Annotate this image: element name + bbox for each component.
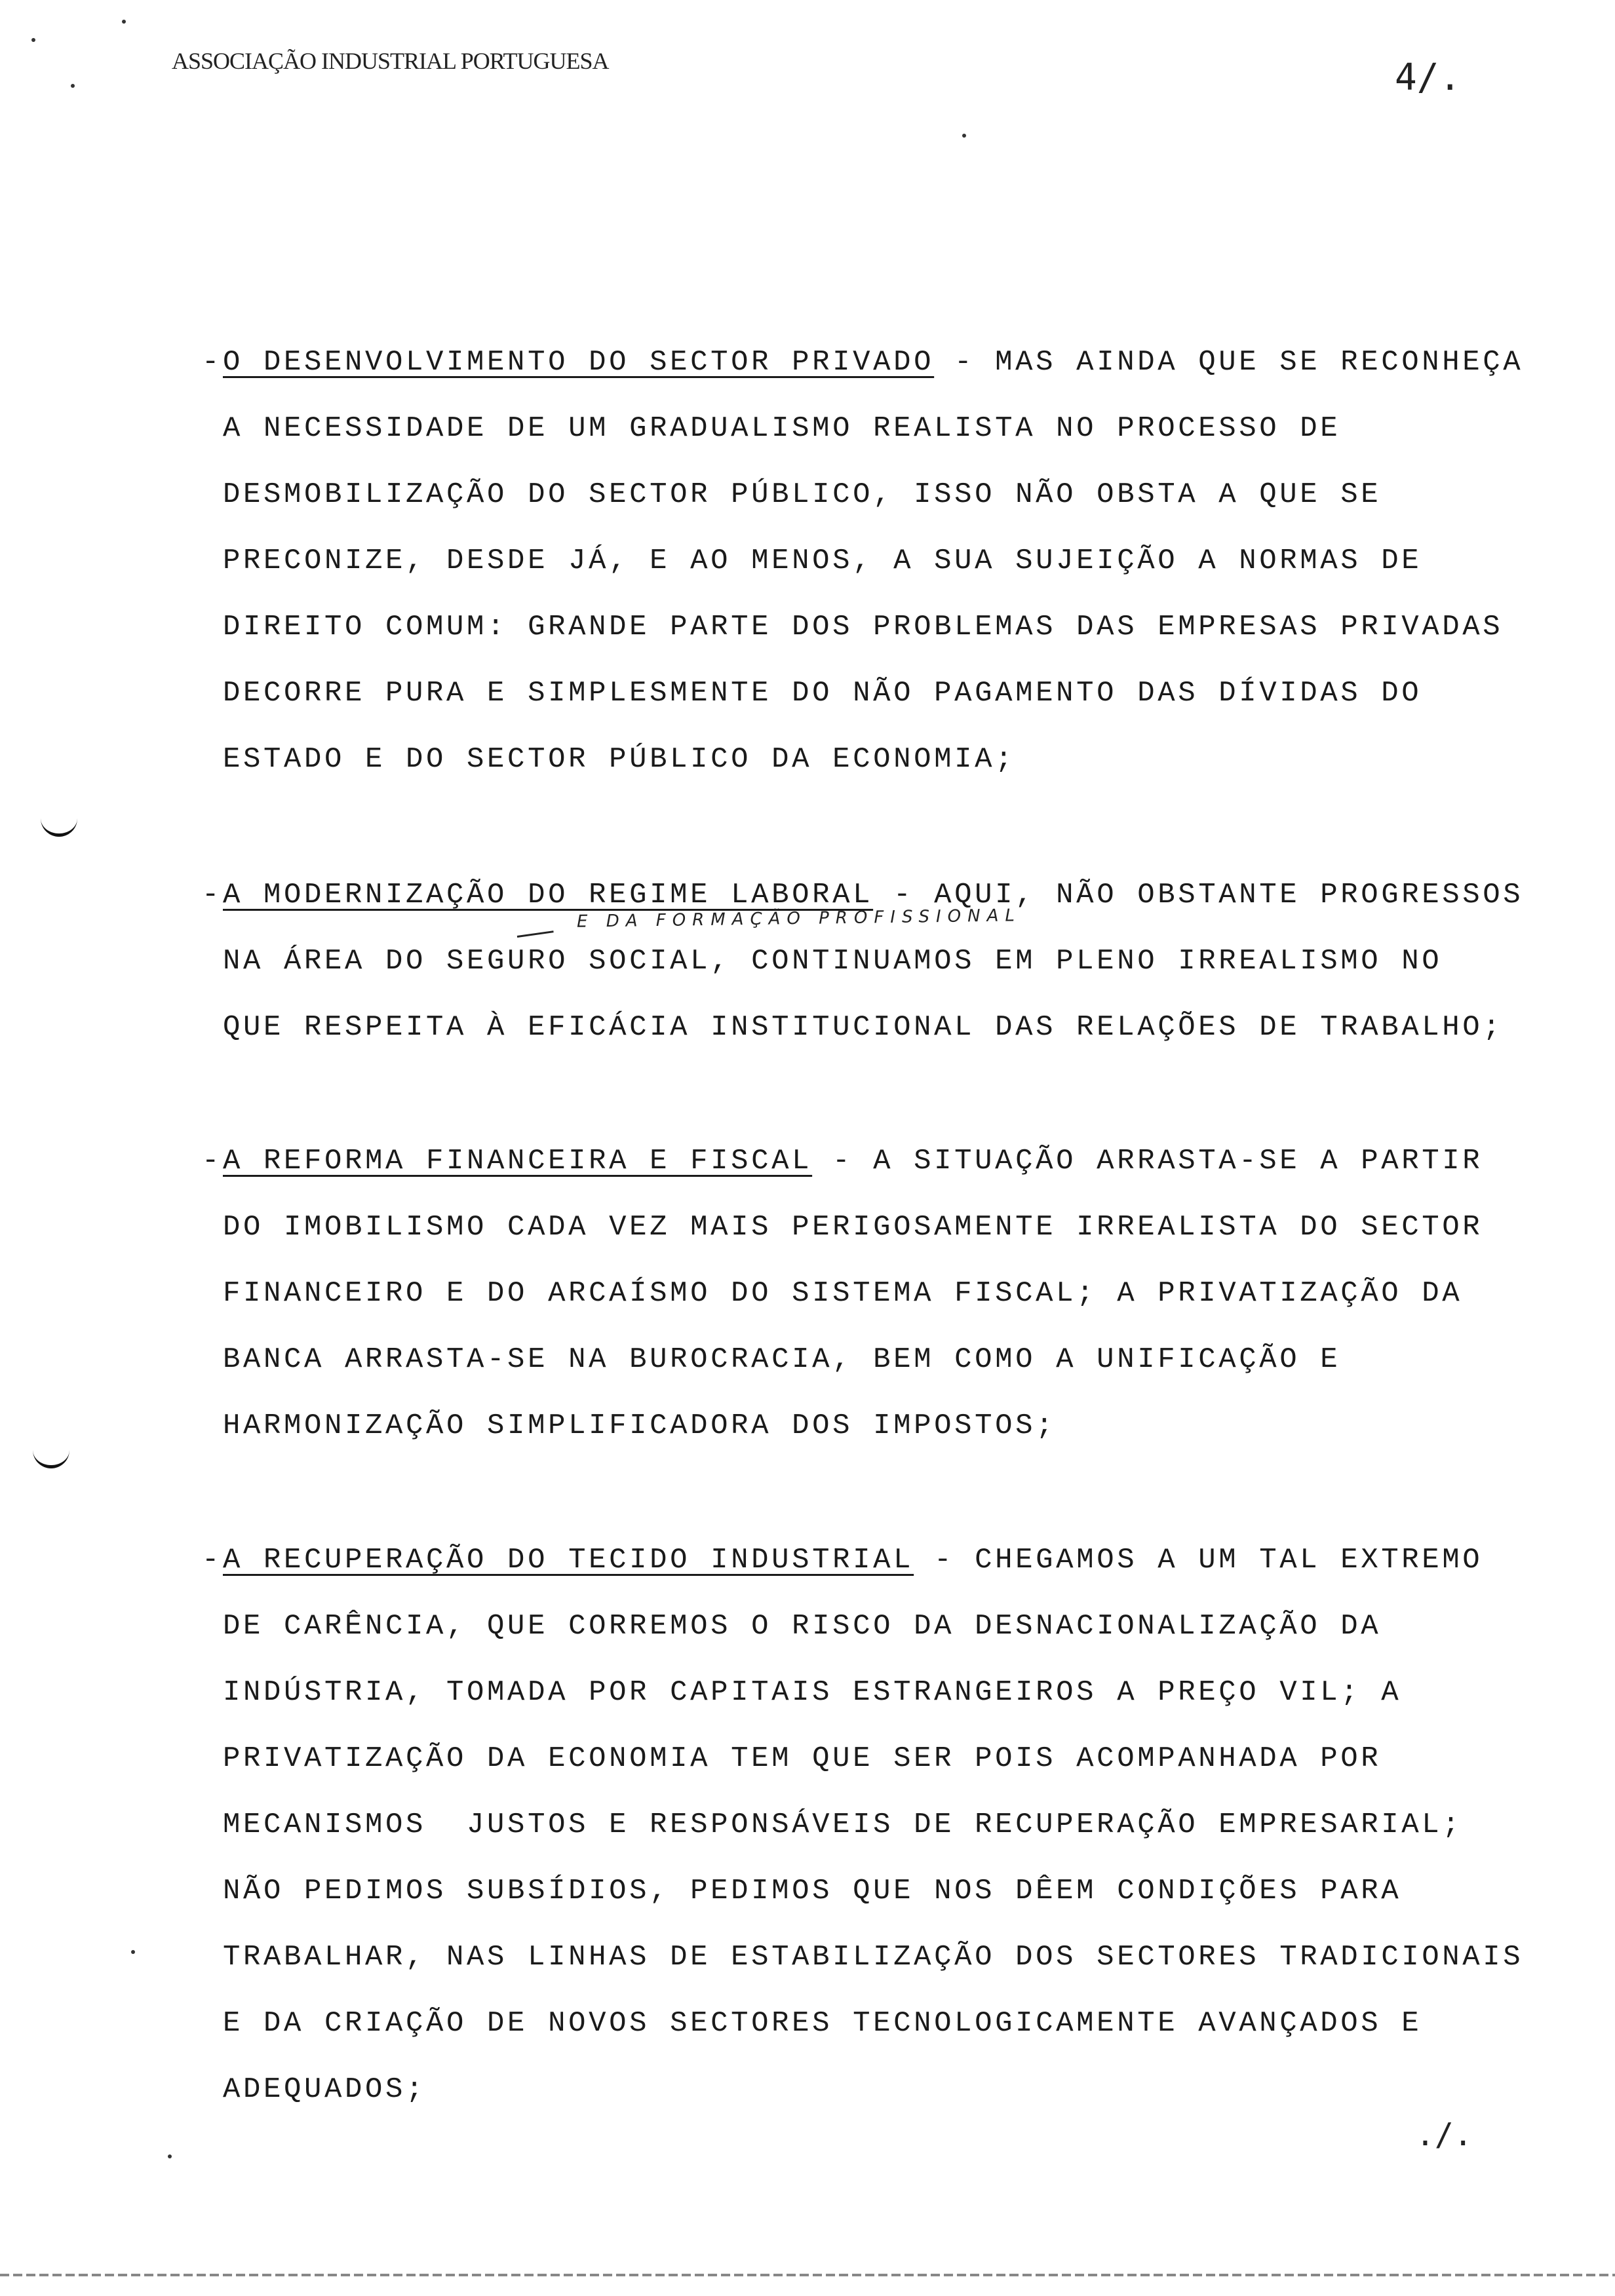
- item-line: DECORRE PURA E SIMPLESMENTE DO NÃO PAGAMENTO DAS DÍVIDAS DO: [223, 677, 1422, 710]
- scan-speck: [962, 134, 966, 138]
- item-title: O DESENVOLVIMENTO DO SECTOR PRIVADO: [223, 346, 935, 379]
- item-first-line-text: - A SITUAÇÃO ARRASTA-SE A PARTIR: [812, 1145, 1483, 1177]
- scan-speck: [31, 38, 35, 42]
- item-first-line-text: - CHEGAMOS A UM TAL EXTREMO: [914, 1544, 1483, 1577]
- item-first-line: [223, 1128, 1560, 1195]
- scan-speck: [122, 20, 126, 24]
- bullet-dash: -: [202, 879, 220, 911]
- handwritten-insertion-note: E DA FORMAÇÃO PROFISSIONAL: [576, 906, 1022, 932]
- list-item-tecido-industrial: [202, 1527, 1560, 2123]
- item-title: A MODERNIZAÇÃO DO REGIME LABORAL: [223, 879, 874, 911]
- item-title: A RECUPERAÇÃO DO TECIDO INDUSTRIAL: [223, 1544, 914, 1577]
- scan-speck: [71, 84, 75, 88]
- continuation-mark: ./.: [1416, 2116, 1473, 2153]
- item-line: HARMONIZAÇÃO SIMPLIFICADORA DOS IMPOSTOS;: [223, 1409, 1057, 1442]
- item-first-line-text: - MAS AINDA QUE SE RECONHEÇA: [934, 346, 1524, 379]
- letterhead-organization: ASSOCIAÇÃO INDUSTRIAL PORTUGUESA: [172, 48, 609, 74]
- bullet-dash: -: [202, 346, 220, 379]
- bullet-dash: -: [202, 1145, 220, 1177]
- item-line: INDÚSTRIA, TOMADA POR CAPITAIS ESTRANGEIROS A PREÇO VIL; A: [223, 1676, 1402, 1709]
- binder-hole-mark: [41, 814, 77, 837]
- item-line: QUE RESPEITA À EFICÁCIA INSTITUCIONAL DAS RELAÇÕES DE TRABALHO;: [223, 1011, 1504, 1044]
- list-item-reforma-financeira: [202, 1128, 1560, 1459]
- item-line: FINANCEIRO E DO ARCAÍSMO DO SISTEMA FISCAL; A PRIVATIZAÇÃO DA: [223, 1277, 1463, 1310]
- item-line: BANCA ARRASTA-SE NA BUROCRACIA, BEM COMO A UNIFICAÇÃO E: [223, 1343, 1341, 1376]
- page-number: 4/.: [1395, 56, 1462, 99]
- item-line: PRIVATIZAÇÃO DA ECONOMIA TEM QUE SER POIS ACOMPANHADA POR: [223, 1742, 1382, 1775]
- binder-hole-mark: [33, 1445, 69, 1468]
- item-line: NÃO PEDIMOS SUBSÍDIOS, PEDIMOS QUE NOS DÊEM CONDIÇÕES PARA: [223, 1875, 1402, 1907]
- item-line: TRABALHAR, NAS LINHAS DE ESTABILIZAÇÃO DOS SECTORES TRADICIONAIS: [223, 1941, 1524, 1974]
- item-line: PRECONIZE, DESDE JÁ, E AO MENOS, A SUA SUJEIÇÃO A NORMAS DE: [223, 545, 1422, 577]
- item-line: ADEQUADOS;: [223, 2073, 427, 2106]
- item-first-line: [223, 1527, 1560, 1594]
- bullet-dash: -: [202, 1544, 220, 1577]
- item-title: A REFORMA FINANCEIRA E FISCAL: [223, 1145, 813, 1177]
- list-item-sector-privado: [202, 330, 1560, 793]
- item-first-line-text: - AQUI, NÃO OBSTANTE PROGRESSOS: [873, 879, 1524, 911]
- item-line: E DA CRIAÇÃO DE NOVOS SECTORES TECNOLOGICAMENTE AVANÇADOS E: [223, 2007, 1422, 2040]
- scan-bottom-edge: [0, 2274, 1615, 2276]
- scan-speck: [131, 1950, 135, 1954]
- item-line: DE CARÊNCIA, QUE CORREMOS O RISCO DA DESNACIONALIZAÇÃO DA: [223, 1610, 1382, 1643]
- list-item-regime-laboral: [202, 862, 1560, 1061]
- item-line: NA ÁREA DO SEGURO SOCIAL, CONTINUAMOS EM PLENO IRREALISMO NO: [223, 945, 1443, 978]
- scan-speck: [168, 2154, 172, 2158]
- item-line: A NECESSIDADE DE UM GRADUALISMO REALISTA NO PROCESSO DE: [223, 412, 1341, 445]
- item-line: MECANISMOS JUSTOS E RESPONSÁVEIS DE RECUPERAÇÃO EMPRESARIAL;: [223, 1808, 1463, 1841]
- item-line: DESMOBILIZAÇÃO DO SECTOR PÚBLICO, ISSO NÃO OBSTA A QUE SE: [223, 478, 1382, 511]
- item-line: DO IMOBILISMO CADA VEZ MAIS PERIGOSAMENTE IRREALISTA DO SECTOR: [223, 1211, 1483, 1244]
- item-line: DIREITO COMUM: GRANDE PARTE DOS PROBLEMAS DAS EMPRESAS PRIVADAS: [223, 611, 1504, 643]
- item-line: ESTADO E DO SECTOR PÚBLICO DA ECONOMIA;: [223, 743, 1016, 776]
- item-first-line: [223, 330, 1560, 396]
